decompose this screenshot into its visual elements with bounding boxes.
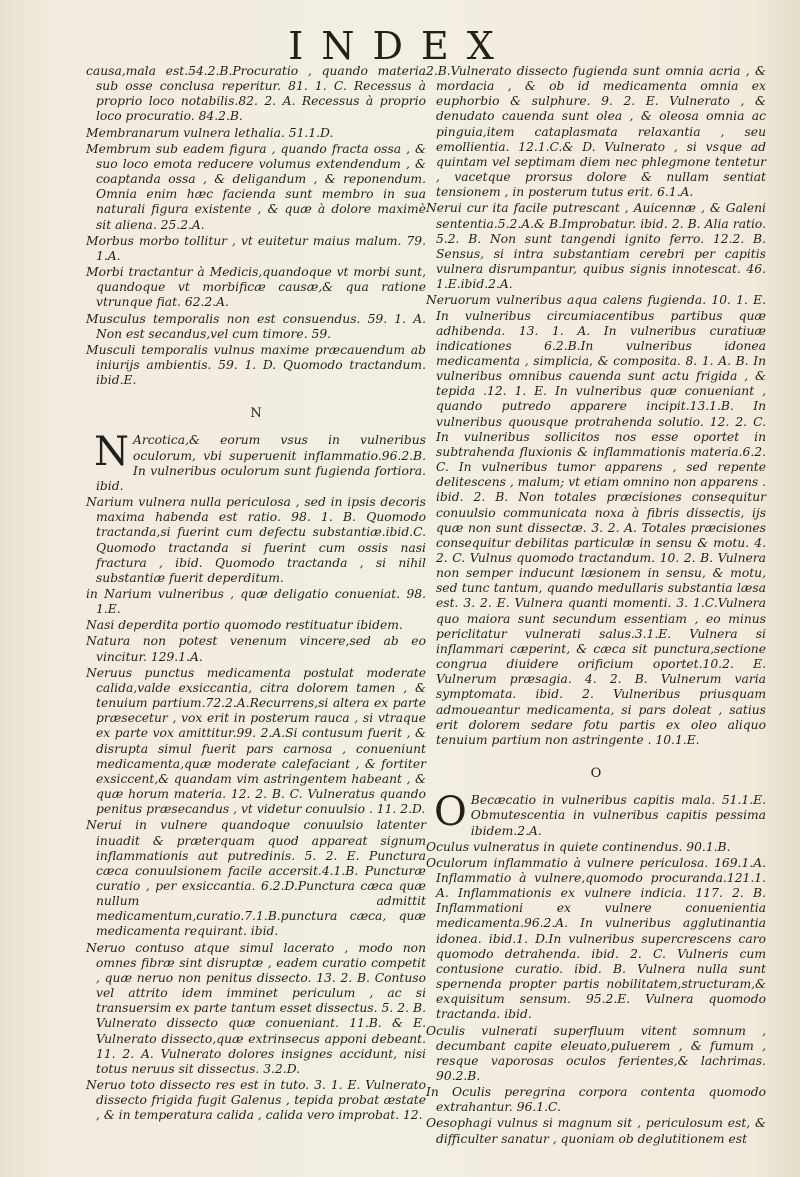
left-column: [86, 64, 426, 1124]
index-entry: Musculus temporalis non est consuendus. 59. 1. A. Non est secandus,vel cum timore. 59.: [86, 311, 426, 341]
index-entry: Nerui cur ita facile putrescant , Auicennæ , & Galeni sententia.5.2.A.& B.Improbatur. ibid. 2. B. Alia ratio. 5.2. B. Non sunt tangendi ignito ferro. 12.2. B. Sensus, si intra substantiam cerebri per capitis vulnera disrumpantur, quibus signis innotescat. 46. 1.E.ibid.2.A.: [426, 201, 766, 292]
section-letter-n: N: [250, 406, 262, 422]
index-entry: Nerui in vulnere quandoque conuulsio latenter inuadit & præterquam quod appareat signum inflammationis aut putredinis. 5. 2. E. Punctura cæca conuulsionem facile accersit.4.1.B. Puncturæ curatio , per exsiccantia. 6.2.D.Punctura cæca quæ nullum admittit medicamentum,curatio.7.1.B.punctura cæca, quæ medicamenta requirant. ibid.: [86, 818, 426, 939]
index-entry: In Oculis peregrina corpora contenta quomodo extrahantur. 96.1.C.: [426, 1085, 766, 1115]
index-entry: Oculis vulnerati superfluum vitent somnum , decumbant capite eleuato,puluerem , & fumum , resque vaporosas oculos ferientes,& lachrimas. 90.2.B.: [426, 1023, 766, 1083]
index-entry: Neruo toto dissecto res est in tuto. 3. 1. E. Vulnerato dissecto frigida fugit Galenus , tepida probat æstate , & in temperatura calida , calida vero improbat. 12.: [86, 1078, 426, 1123]
index-entry: Morbus morbo tollitur , vt euitetur maius malum. 79. 1.A.: [86, 233, 426, 263]
page-header: INDEX: [288, 24, 512, 68]
index-entry: Musculi temporalis vulnus maxime præcauendum ab iniurijs ambientis. 59. 1. D. Quomodo tractandum. ibid.E.: [86, 342, 426, 388]
index-entry: Neruo contuso atque simul lacerato , modo non omnes fibræ sint disruptæ , eadem curatio competit , quæ neruo non penitus dissecto. 13. 2. B. Contuso vel attrito idem imminet periculum , ac si transuersim ex parte tantum esset dissectus. 5. 2. B. Vulnerato dissecto quæ conueniant. 11.B. & E. Vulnerato dissecto,quæ extrinsecus apponi debeant. 11. 2. A. Vulnerato dolores insignes accidunt, nisi totus neruus sit dissectus. 3.2.D.: [86, 940, 426, 1076]
index-entry: Neruorum vulneribus aqua calens fugienda. 10. 1. E. In vulneribus circumiacentibus partibus quæ adhibenda. 13. 1. A. In vulneribus curatiuæ indicationes 6.2.B.In vulneribus idonea medicamenta , simplicia, & composita. 8. 1. A. B. In vulneribus omnibus cauenda sunt actu frigida , & tepida .12. 1. E. In vulneribus quæ conueniant , quando putredo apparere incipit.13.1.B. In vulneribus quousque protrahenda solutio. 12. 2. C. In vulneribus sollicitos nos esse oportet in subtrahenda fluxionis & inflammationis materia.6.2. C. In vulneribus tumor apparens , sed repente delitescens , malum; vt etiam omnino non apparens . ibid. 2. B. Non totales præcisiones consequitur conuulsio communicata noxa à fibris dissectis, ijs quæ non sunt dissectæ. 3. 2. A. Totales præcisiones consequitur debilitas particulæ in sensu & motu. 4. 2. C. Vulnus quomodo tractandum. 10. 2. B. Vulnera non semper inducunt læsionem in sensu, & motu, sed tunc tantum, quando medullaris substantia læsa est. 3. 2. E. Vulnera quanti momenti. 3. 1.C.Vulnera quo maiora sunt secundum essentiam , eo minus periclitatur vulnerati salus.3.1.E. Vulnera si inflammari cæperint, & cæca sit punctura,sectione congrua diuidere orificium oportet.10.2. E. Vulnerum præsagia. 4. 2. B. Vulnerum varia symptomata. ibid. 2. Vulneribus priusquam admoueantur medicamenta, si pars doleat , satius erit dolorem sedare fotu partis ex oleo aliquo tenuium partium non astringente . 10.1.E.: [426, 293, 766, 747]
index-entry: Narium vulnera nulla periculosa , sed in ipsis decoris maxima habenda est ratio. 98. 1. B. Quomodo tractanda,si fuerint cum defectu substantiæ.ibid.C. Quomodo tractanda si fuerint cum ossis nasi fractura , ibid. Quomodo tractanda , si nihil substantiæ fuerit deperditum.: [86, 495, 426, 585]
index-entry-first: [86, 429, 426, 494]
first-entry-text: Becæcatio in vulneribus capitis mala. 51.1.E. Obmutescentia in vulneribus capitis pessima ibidem.2.A.: [470, 793, 766, 838]
index-entry: Natura non potest venenum vincere,sed ab eo vincitur. 129.1.A.: [86, 634, 426, 664]
section-letter-o: O: [590, 766, 602, 782]
dropcap-o: O: [434, 789, 467, 836]
index-entry: causa,mala est.54.2.B.Procuratio , quando materia sub osse conclusa reperitur. 81. 1. C. Recessus à proprio loco notabilis.82. 2. A. Recessus à proprio loco procuratio. 84.2.B.: [86, 64, 426, 124]
index-entry: Morbi tractantur à Medicis,quandoque vt morbi sunt, quandoque vt morbificæ causæ,& qua ratione vtrunque fiat. 62.2.A.: [86, 265, 426, 310]
index-entry: Oculorum inflammatio à vulnere periculosa. 169.1.A. Inflammatio à vulnere,quomodo procuranda.121.1. A. Inflammationis ex vulnere indicia. 117. 2. B. Inflammationi ex vulnere conuenientia medicamenta.96.2.A. In vulneribus agglutinantia idonea. ibid.1. D.In vulneribus supercrescens caro quomodo detrahenda. ibid. 2. C. Vulneris cum contusione curatio. ibid. B. Vulnera nulla sunt spernenda propter partis nobilitatem,structuram,& exquisitum sensum. 95.2.E. Vulnera quomodo tractanda. ibid.: [426, 855, 766, 1022]
index-entry: Oesophagi vulnus si magnum sit , periculosum est, & difficulter sanatur , quoniam ob deglutitionem est: [426, 1116, 766, 1146]
dropcap-n: N: [94, 429, 129, 476]
index-entry: Membranarum vulnera lethalia. 51.1.D.: [86, 125, 334, 140]
index-entry: in Narium vulneribus , quæ deligatio conueniat. 98. 1.E.: [86, 587, 426, 617]
index-entry: Oculus vulneratus in quiete continendus. 90.1.B.: [426, 839, 731, 854]
index-entry: Nasi deperdita portio quomodo restituatur ibidem.: [86, 618, 403, 633]
index-entry: Membrum sub eadem figura , quando fracta ossa , & suo loco emota reducere volumus extendendum , & coaptanda ossa , & deligandum , & reponendum. Omnia enim hæc facienda sunt membro in sua naturali figura existente , & quæ à dolore maximè sit aliena. 25.2.A.: [86, 141, 426, 232]
index-entry: 2.B.Vulnerato dissecto fugienda sunt omnia acria , & mordacia , & ob id medicamenta omnia ex euphorbio & sulphure. 9. 2. E. Vulnerato , & denudato cauenda sunt olea , & oleosa omnia ac pinguia,item cataplasmata relaxantia , seu emollientia. 12.1.C.& D. Vulnerato , si vsque ad quintam vel septimam diem nec phlegmone tentetur , vacetque prorsus dolore & nullam sentiat tensionem , in posterum tutus erit. 6.1.A.: [426, 64, 766, 200]
index-entry: Neruus punctus medicamenta postulat moderate calida,valde exsiccantia, citra dolorem tamen , & tenuium partium.72.2.A.Recurrens,si altera ex parte præsecetur , vox erit in posterum rauca , si vtraque ex parte vox amittitur.99. 2.A.Si contusum fuerit , & disrupta simul fuerit pars carnosa , conueniunt medicamenta,quæ moderate calefaciant , & fortiter exsiccent,& quandam vim astringentem habeant , & quæ horum materia. 12. 2. B. C. Vulneratus quando penitus præsecandus , vt videtur conuulsio . 11. 2.D.: [86, 665, 426, 817]
first-entry-text: Arcotica,& eorum vsus in vulneribus oculorum, vbi superuenit inflammatio.96.2.B. In vulneribus oculorum sunt fugienda fortiora. ibid.: [96, 433, 426, 493]
right-column: [426, 64, 766, 1148]
index-entry-first: [426, 789, 766, 838]
